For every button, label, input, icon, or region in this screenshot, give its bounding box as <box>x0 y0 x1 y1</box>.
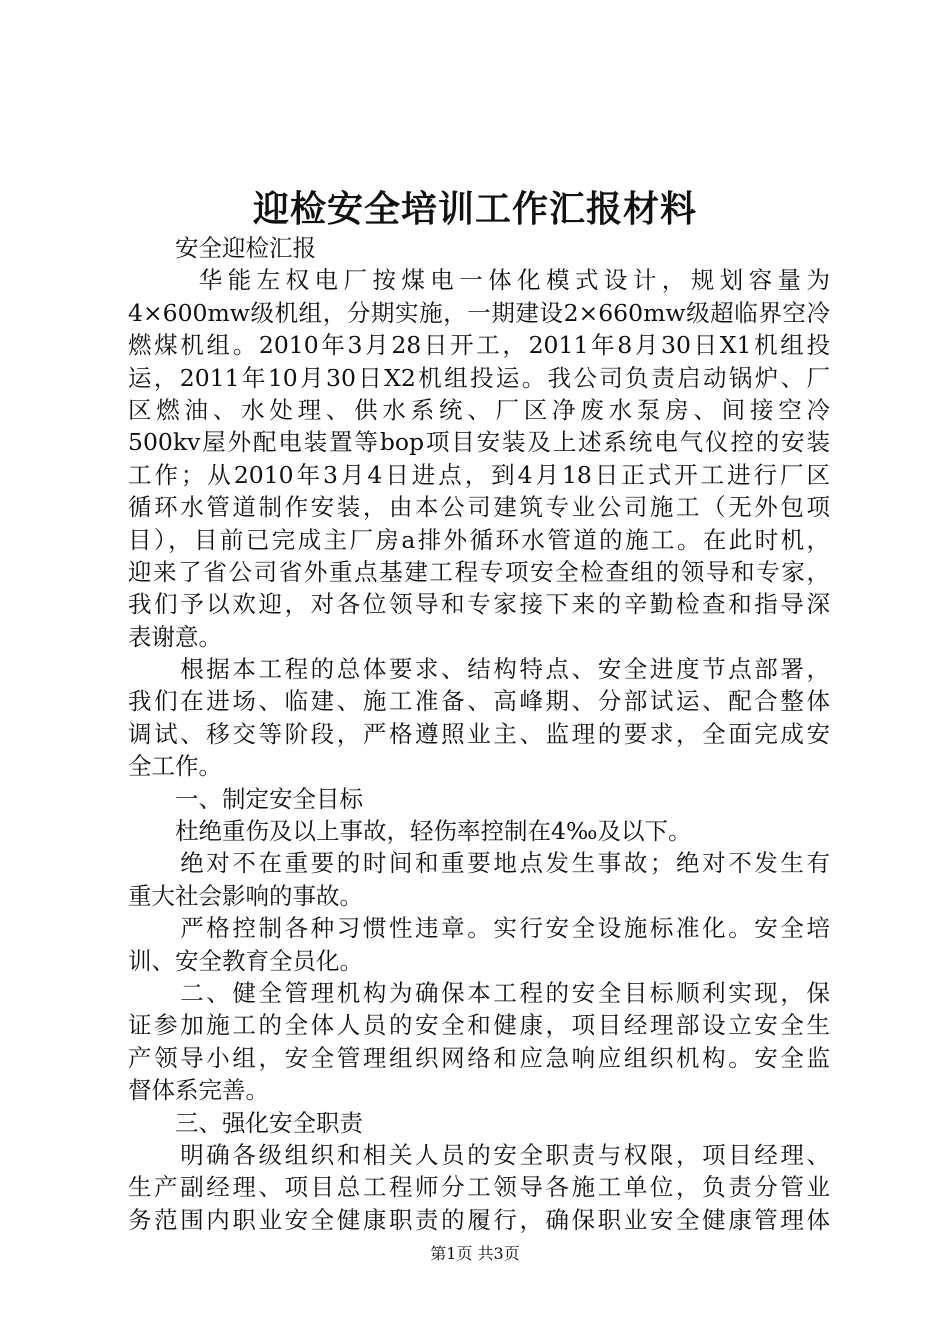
body-line: 证参加施工的全体人员的安全和健康，项目经理部设立安全生 <box>128 1011 830 1040</box>
body-line: 二、健全管理机构为确保本工程的安全目标顺利实现，保 <box>128 978 830 1007</box>
body-line: 工作；从2010年3月4日进点，到4月18日正式开工进行厂区 <box>128 460 830 489</box>
body-line: 运，2011年10月30日X2机组投运。我公司负责启动锅炉、厂 <box>128 363 830 392</box>
body-line: 区燃油、水处理、供水系统、厂区净废水泵房、间接空冷 <box>128 395 830 424</box>
body-line: 生产副经理、项目总工程师分工领导各施工单位，负责分管业 <box>128 1173 830 1202</box>
body-line: 督体系完善。 <box>128 1076 269 1105</box>
body-line: 燃煤机组。2010年3月28日开工，2011年8月30日X1机组投 <box>128 331 830 360</box>
body-line: 绝对不在重要的时间和重要地点发生事故；绝对不发生有 <box>128 849 830 878</box>
body-line: 4×600mw级机组，分期实施，一期建设2×660mw级超临界空冷 <box>128 298 830 327</box>
body-line: 表谢意。 <box>128 622 222 651</box>
body-line: 安全迎检汇报 <box>128 234 316 262</box>
body-line: 一、制定安全目标 <box>128 784 363 813</box>
body-line: 根据本工程的总体要求、结构特点、安全进度节点部署， <box>128 655 830 684</box>
page-footer: 第1页 共3页 <box>430 1244 520 1263</box>
body-line: 迎来了省公司省外重点基建工程专项安全检查组的领导和专家， <box>128 557 830 586</box>
body-line: 杜绝重伤及以上事故，轻伤率控制在4‰及以下。 <box>128 817 692 846</box>
document-title: 迎检安全培训工作汇报材料 <box>252 188 697 230</box>
body-line: 华能左权电厂按煤电一体化模式设计，规划容量为 <box>128 266 830 295</box>
body-line: 500kv屋外配电装置等bop项目安装及上述系统电气仪控的安装 <box>128 428 830 457</box>
body-line: 三、强化安全职责 <box>128 1108 363 1137</box>
body-line: 我们予以欢迎，对各位领导和专家接下来的辛勤检查和指导深 <box>128 590 830 619</box>
document-body <box>128 232 830 1236</box>
body-line: 务范围内职业安全健康职责的履行，确保职业安全健康管理体 <box>128 1205 830 1234</box>
body-line: 全工作。 <box>128 752 222 781</box>
body-line: 明确各级组织和相关人员的安全职责与权限，项目经理、 <box>128 1140 830 1169</box>
body-line: 目），目前已完成主厂房a排外循环水管道的施工。在此时机， <box>128 525 830 554</box>
body-line: 调试、移交等阶段，严格遵照业主、监理的要求，全面完成安 <box>128 719 830 748</box>
body-line: 严格控制各种习惯性违章。实行安全设施标准化。安全培 <box>128 914 830 943</box>
body-line: 训、安全教育全员化。 <box>128 946 363 975</box>
body-line: 循环水管道制作安装，由本公司建筑专业公司施工（无外包项 <box>128 493 830 522</box>
body-line: 我们在进场、临建、施工准备、高峰期、分部试运、配合整体 <box>128 687 830 716</box>
body-line: 产领导小组，安全管理组织网络和应急响应组织机构。安全监 <box>128 1043 830 1072</box>
body-line: 重大社会影响的事故。 <box>128 881 363 910</box>
